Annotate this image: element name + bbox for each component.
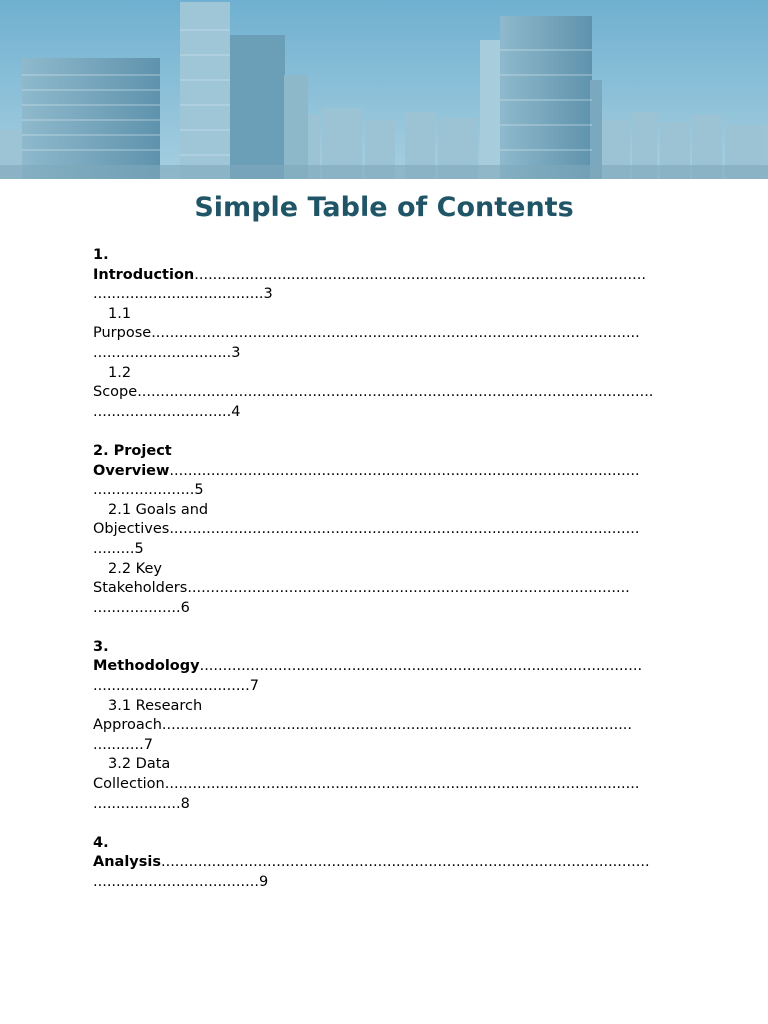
- toc-entry-text: Introduction: [93, 266, 195, 283]
- toc-line[interactable]: [93, 520, 673, 540]
- toc-entry-text: Scope: [93, 384, 138, 401]
- toc-line[interactable]: [93, 716, 673, 736]
- toc-dot-leader: ................................................................................................: [187, 580, 630, 597]
- toc-page-number: 7: [249, 678, 259, 695]
- toc-dot-leader: .......................................................................................................: [164, 776, 640, 793]
- toc-entry-text: 2.2 Key: [108, 560, 162, 577]
- toc-page-number: 6: [180, 599, 190, 616]
- toc-dot-leader: ....................................: [93, 874, 259, 890]
- toc-line[interactable]: [93, 579, 673, 599]
- toc-page-number: 5: [194, 482, 204, 499]
- toc-dot-leader: ..................................: [93, 678, 250, 695]
- toc-line[interactable]: [93, 442, 673, 462]
- toc-page-number: 3: [263, 286, 273, 303]
- toc-line[interactable]: [93, 462, 673, 482]
- toc-entry-text: Collection: [93, 776, 165, 793]
- toc-page-number: 4: [231, 403, 241, 420]
- toc-entry-text: Objectives: [93, 521, 170, 538]
- toc-page-number: 8: [180, 795, 190, 812]
- toc-line[interactable]: [93, 657, 673, 677]
- toc-entry-text: 2. Project: [93, 442, 172, 459]
- toc-dot-leader: ..............................: [93, 403, 232, 420]
- toc-line[interactable]: [93, 501, 673, 521]
- toc-entry-text: 4.: [93, 834, 109, 851]
- toc-entry-text: 3.: [93, 638, 109, 655]
- toc-dot-leader: ......................................................................................................: [169, 521, 640, 538]
- toc-dot-leader: .........: [93, 540, 135, 557]
- toc-entry-text: Purpose: [93, 325, 152, 342]
- toc-line[interactable]: [93, 305, 673, 325]
- toc-line[interactable]: [93, 853, 673, 873]
- toc-dot-leader: ......................................................................................................: [161, 717, 633, 734]
- toc-entry-text: Methodology: [93, 658, 200, 675]
- toc-line[interactable]: [93, 638, 673, 658]
- toc-line[interactable]: [93, 873, 673, 893]
- toc-spacer: [93, 618, 673, 638]
- page-title: Simple Table of Contents: [194, 192, 574, 223]
- city-skyline-image: [0, 0, 768, 179]
- toc-line[interactable]: [93, 364, 673, 384]
- toc-line[interactable]: [93, 560, 673, 580]
- toc-line[interactable]: [93, 481, 673, 501]
- toc-dot-leader: ...................: [93, 795, 181, 812]
- toc-entry-text: Analysis: [93, 854, 161, 871]
- toc-entry-text: 1.1: [108, 305, 132, 322]
- toc-line[interactable]: [93, 599, 673, 619]
- toc-dot-leader: ..........................................................................................................: [160, 854, 650, 871]
- toc-page-number: 3: [231, 344, 241, 361]
- toc-entry-text: Overview: [93, 462, 170, 479]
- toc-dot-leader: ......................................................................................................: [169, 462, 640, 479]
- banner-image: [0, 0, 768, 179]
- toc-entry-text: 2.1 Goals and: [108, 501, 209, 518]
- toc-dot-leader: ................................................................................................: [199, 658, 643, 675]
- toc-entry-text: Approach: [93, 717, 162, 734]
- toc-line[interactable]: [93, 403, 673, 423]
- toc-line[interactable]: [93, 795, 673, 815]
- toc-entry-text: 3.2 Data: [108, 756, 171, 773]
- toc-line[interactable]: [93, 677, 673, 697]
- toc-line[interactable]: [93, 834, 673, 854]
- toc-line[interactable]: [93, 697, 673, 717]
- toc-line[interactable]: [93, 344, 673, 364]
- toc-page-number: 5: [134, 540, 144, 557]
- toc-line[interactable]: [93, 246, 673, 266]
- toc-page-number: 9: [258, 874, 269, 890]
- toc-entry-text: 3.1 Research: [108, 697, 203, 714]
- table-of-contents: [93, 246, 673, 893]
- toc-line[interactable]: [93, 540, 673, 560]
- toc-entry-text: Stakeholders: [93, 580, 188, 597]
- toc-spacer: [93, 814, 673, 834]
- toc-dot-leader: .....................................: [93, 286, 264, 303]
- toc-line[interactable]: [93, 383, 673, 403]
- toc-dot-leader: ..........................................................................................................: [151, 325, 640, 342]
- toc-line[interactable]: [93, 266, 673, 286]
- toc-entry-text: 1.2: [108, 364, 132, 381]
- toc-line[interactable]: [93, 736, 673, 756]
- toc-entry-text: 1.: [93, 247, 109, 263]
- toc-line[interactable]: [93, 285, 673, 305]
- toc-line[interactable]: [93, 775, 673, 795]
- toc-page-number: 7: [143, 736, 153, 753]
- toc-dot-leader: ...................: [93, 599, 181, 616]
- toc-dot-leader: ..............................: [93, 344, 232, 361]
- toc-dot-leader: ................................................................................................................: [137, 384, 654, 401]
- toc-line[interactable]: [93, 755, 673, 775]
- toc-line[interactable]: [93, 324, 673, 344]
- toc-spacer: [93, 422, 673, 442]
- toc-dot-leader: ..................................................................................................: [194, 266, 646, 283]
- toc-dot-leader: ...........: [93, 736, 144, 753]
- toc-dot-leader: ......................: [93, 482, 195, 499]
